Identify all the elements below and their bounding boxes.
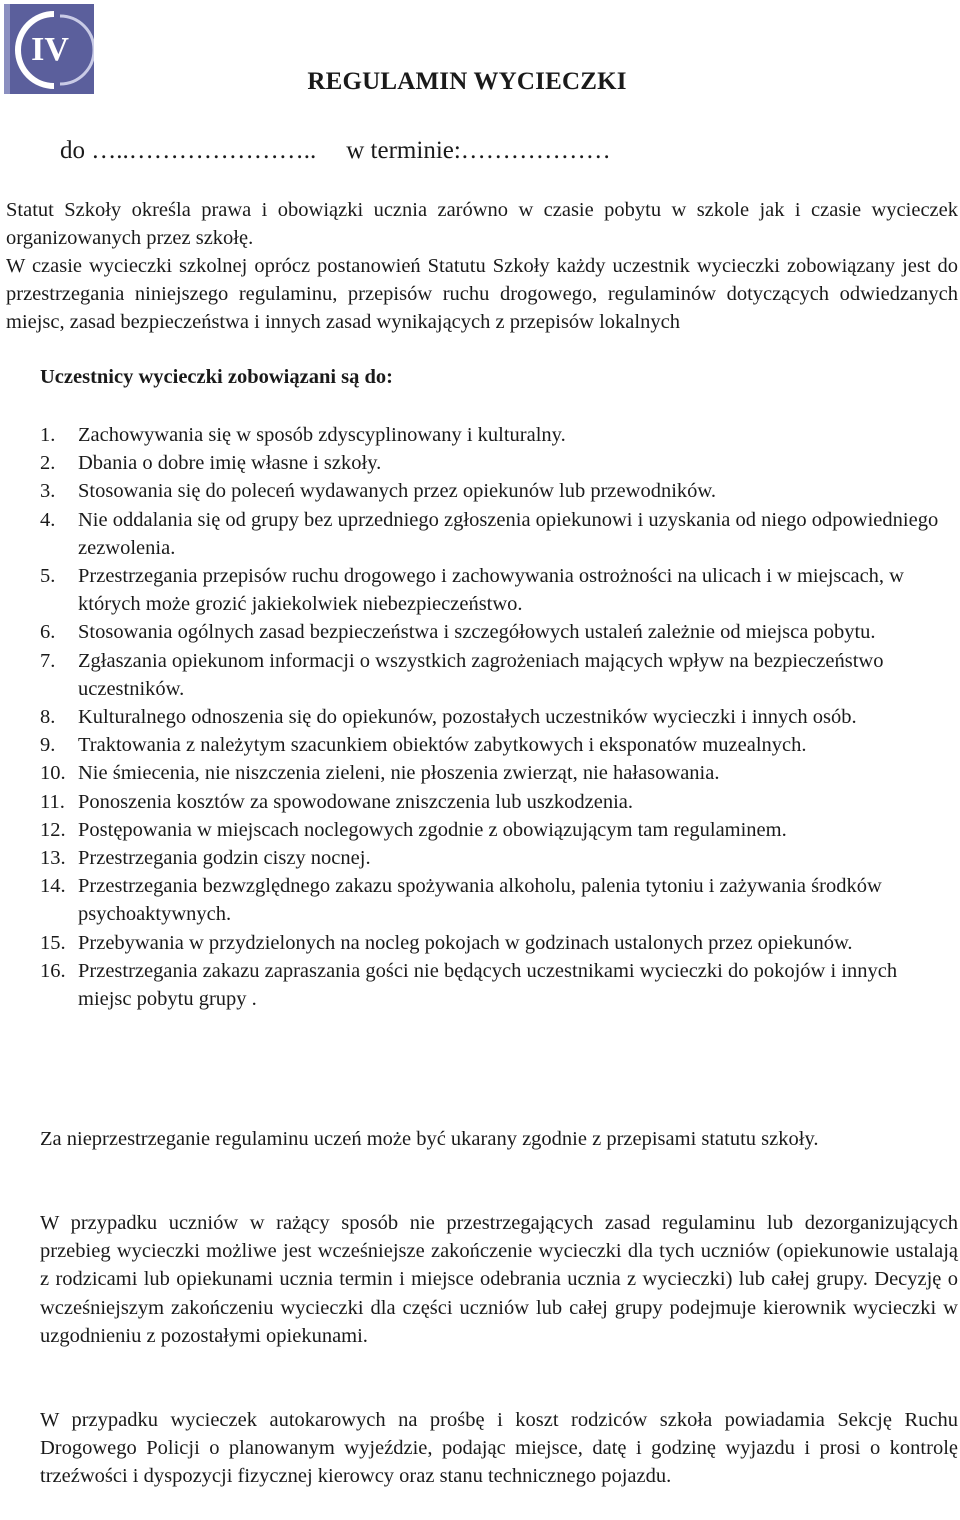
- rule-text: Przestrzegania przepisów ruchu drogowego i zachowywania ostrożności na ulicach i w miejscach, w których może grozić jakiekolwiek niebezpieczeństwo.: [78, 565, 904, 616]
- rule-number: 13.: [40, 847, 66, 870]
- intro-paragraph: Statut Szkoły określa prawa i obowiązki ucznia zarówno w czasie pobytu w szkole jak i czasie wycieczek organizowanych przez szkołę.: [6, 199, 958, 250]
- list-item: [40, 506, 952, 562]
- rule-number: 6.: [40, 621, 56, 644]
- list-item: [40, 872, 952, 928]
- list-item: [40, 421, 952, 449]
- rule-text: Stosowania ogólnych zasad bezpieczeństwa i szczegółowych ustaleń zależnie od miejsca pobytu.: [78, 621, 876, 644]
- rule-text: Zachowywania się w sposób zdyscyplinowany i kulturalny.: [78, 424, 566, 446]
- rule-number: 7.: [40, 649, 56, 672]
- rule-number: 1.: [40, 424, 56, 446]
- list-item: [40, 618, 952, 646]
- rule-number: 5.: [40, 565, 56, 588]
- rule-text: Nie oddalania się od grupy bez uprzedniego zgłoszenia opiekunowi i uzyskania od niego odpowiedniego zezwolenia.: [78, 508, 939, 559]
- rule-text: Dbania o dobre imię własne i szkoły.: [78, 452, 382, 475]
- list-item: [40, 647, 952, 703]
- list-item: [40, 788, 952, 816]
- list-item: [40, 816, 952, 844]
- early-end-paragraph: W przypadku uczniów w rażący sposób nie przestrzegających zasad regulaminu lub dezorganizujących przebieg wycieczki możliwe jest wcześniejsze zakończenie wycieczki dla tych uczniów (opiekunowie ustalają z rodzicami lub opiekunami ucznia termin i miejsce odebrania ucznia z wycieczki) lub całej grupy. Decyzję o wcześniejszym zakończeniu wycieczki dla części uczniów lub całej grupy podejmuje kierownik wycieczki w uzgodnieniu z pozostałymi opiekunami.: [40, 1212, 958, 1347]
- rule-text: Zgłaszania opiekunom informacji o wszystkich zagrożeniach mających wpływ na bezpieczeństwo uczestników.: [78, 649, 884, 700]
- rule-text: Ponoszenia kosztów za spowodowane zniszczenia lub uszkodzenia.: [78, 790, 634, 813]
- rule-text: Przestrzegania godzin ciszy nocnej.: [78, 847, 371, 870]
- trip-destination-field: do …..…………………..: [60, 137, 317, 164]
- list-item: [40, 844, 952, 872]
- list-item: [40, 477, 952, 505]
- rule-number: 2.: [40, 452, 56, 475]
- logo-text: IV: [31, 31, 69, 68]
- list-item: [40, 562, 952, 618]
- rule-text: Kulturalnego odnoszenia się do opiekunów, pozostałych uczestników wycieczki i innych osób.: [78, 706, 857, 729]
- rules-list: [40, 421, 952, 1013]
- document-title: REGULAMIN WYCIECZKI: [307, 68, 627, 95]
- rule-number: 12.: [40, 818, 66, 841]
- trip-term-field: w terminie:………………: [346, 137, 611, 164]
- rule-text: Nie śmiecenia, nie niszczenia zieleni, nie płoszenia zwierząt, nie hałasowania.: [78, 762, 720, 785]
- list-item: [40, 731, 952, 759]
- obligations-intro-paragraph: W czasie wycieczki szkolnej oprócz postanowień Statutu Szkoły każdy uczestnik wycieczki zobowiązany jest do przestrzegania niniejszego regulaminu, przepisów ruchu drogowego, regulaminów dotyczących odwiedzanych miejsc, zasad bezpieczeństwa i innych zasad wynikających z przepisów lokalnych: [6, 255, 958, 334]
- rule-text: Przestrzegania bezwzględnego zakazu spożywania alkoholu, palenia tytoniu i zażywania środków psychoaktywnych.: [78, 875, 882, 926]
- rule-number: 10.: [40, 762, 66, 785]
- rule-text: Postępowania w miejscach noclegowych zgodnie z obowiązującym tam regulaminem.: [78, 818, 787, 841]
- rule-number: 9.: [40, 734, 56, 757]
- rule-number: 11.: [40, 790, 65, 813]
- bus-trips-paragraph: W przypadku wycieczek autokarowych na prośbę i koszt rodziców szkoła powiadamia Sekcję Ruchu Drogowego Policji o planowanym wyjeździe, podając miejsce, datę i godzinę wyjazdu i prosi o kontrolę trzeźwości i dyspozycji fizycznej kierowcy oraz stanu technicznego pojazdu.: [40, 1409, 958, 1488]
- rule-number: 16.: [40, 959, 66, 982]
- rule-text: Przebywania w przydzielonych na nocleg pokojach w godzinach ustalonych przez opiekunów.: [78, 931, 853, 954]
- list-item: [40, 957, 952, 1013]
- rule-number: 8.: [40, 706, 56, 729]
- list-item: [40, 449, 952, 477]
- list-item: [40, 703, 952, 731]
- rule-text: Traktowania z należytym szacunkiem obiektów zabytkowych i eksponatów muzealnych.: [78, 734, 807, 757]
- rule-number: 14.: [40, 875, 66, 898]
- penalty-paragraph: Za nieprzestrzeganie regulaminu uczeń może być ukarany zgodnie z przepisami statutu szkoły.: [40, 1128, 819, 1150]
- rule-text: Stosowania się do poleceń wydawanych przez opiekunów lub przewodników.: [78, 480, 716, 503]
- rule-number: 15.: [40, 931, 66, 954]
- list-item: [40, 759, 952, 787]
- rule-text: Przestrzegania zakazu zapraszania gości nie będących uczestnikami wycieczki do pokojów i innych miejsc pobytu grupy .: [78, 959, 898, 1011]
- trip-destination-term-line: [60, 137, 611, 165]
- rule-number: 3.: [40, 480, 56, 503]
- rule-number: 4.: [40, 508, 56, 531]
- list-item: [40, 929, 952, 957]
- obligations-heading: Uczestnicy wycieczki zobowiązani są do:: [40, 366, 393, 388]
